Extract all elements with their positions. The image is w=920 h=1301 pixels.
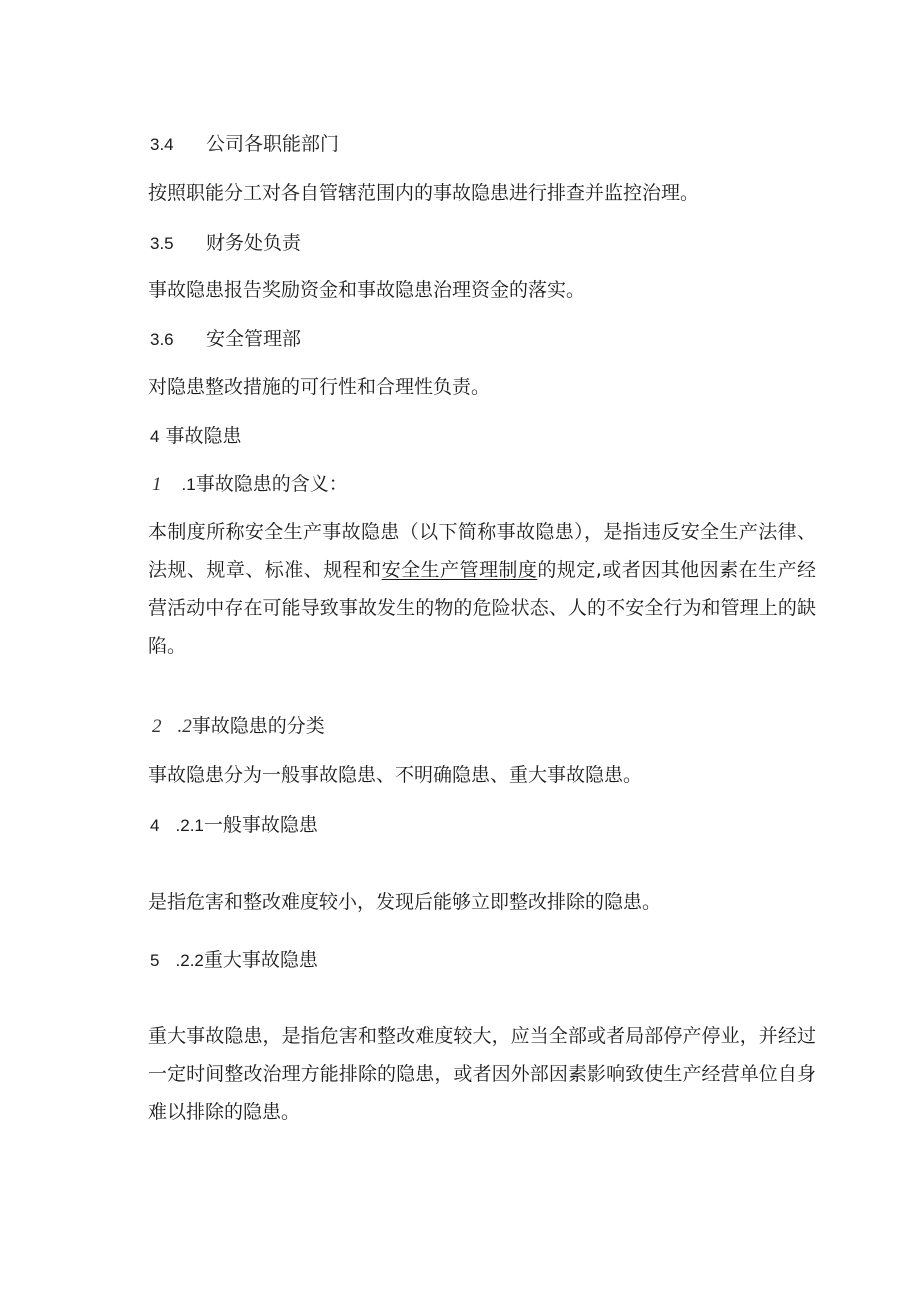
section-heading-3-4 [150,132,339,157]
section-body-4-2-2: 重大事故隐患，是指危害和整改难度较大，应当全部或者局部停产停业，并经过一定时间整改治理方能排除的隐患，或者因外部因素影响致使生产经营单位自身难以排除的隐患。 [148,1025,816,1123]
list-marker: 5 [150,951,160,970]
section-title: 事故隐患的含义： [195,473,348,495]
section-number: 4 [150,427,160,446]
section-title: 公司各职能部门 [206,133,340,155]
list-marker: 4 [150,816,160,835]
regulation-link[interactable]: 安全生产管理制度 [381,559,538,581]
section-number: 3.6 [150,330,174,349]
section-title: 事故隐患 [165,425,242,447]
section-heading-4-2-2 [150,948,318,973]
section-number: 3.4 [150,135,174,154]
body-text: 的规定,或者因其他因素在生产经营活动中存在可能导致事故发生的物的危险状态、人的不安全行为和管理上的缺陷。 [148,559,816,657]
list-marker: 1 [152,474,162,495]
section-number: 3.5 [150,234,174,253]
section-title: 财务处负责 [206,232,302,254]
section-heading-3-5 [150,231,301,256]
section-title: 安全管理部 [206,328,302,350]
section-title: 事故隐患的分类 [191,715,325,737]
section-body-4-2: 事故隐患分为一般事故隐患、不明确隐患、重大事故隐患。 [148,764,643,786]
section-heading-4 [150,424,242,449]
section-number: .1 [181,475,196,494]
section-body-3-6: 对隐患整改措施的可行性和合理性负责。 [148,376,491,398]
section-body-3-4: 按照职能分工对各自管辖范围内的事故隐患进行排查并监控治理。 [148,182,700,204]
section-body-4-2-1: 是指危害和整改难度较小，发现后能够立即整改排除的隐患。 [148,891,662,913]
section-title: 重大事故隐患 [203,949,318,971]
section-heading-3-6 [150,327,301,352]
section-number: .2.2 [175,951,204,970]
section-body-4-1 [148,513,816,665]
list-marker: 2 [152,716,162,737]
section-number: .2.1 [175,816,204,835]
section-heading-4-2 [152,714,325,739]
body-text: 本制度所称安全生产事故隐患（以下简称事故隐患），是指违反安全生产法律、法规、规章、标准、规程和 [148,521,816,581]
section-heading-4-2-1 [150,813,318,838]
section-heading-4-1 [152,472,348,497]
section-number: .2 [177,716,192,737]
section-body-3-5: 事故隐患报告奖励资金和事故隐患治理资金的落实。 [148,279,586,301]
section-title: 一般事故隐患 [203,814,318,836]
